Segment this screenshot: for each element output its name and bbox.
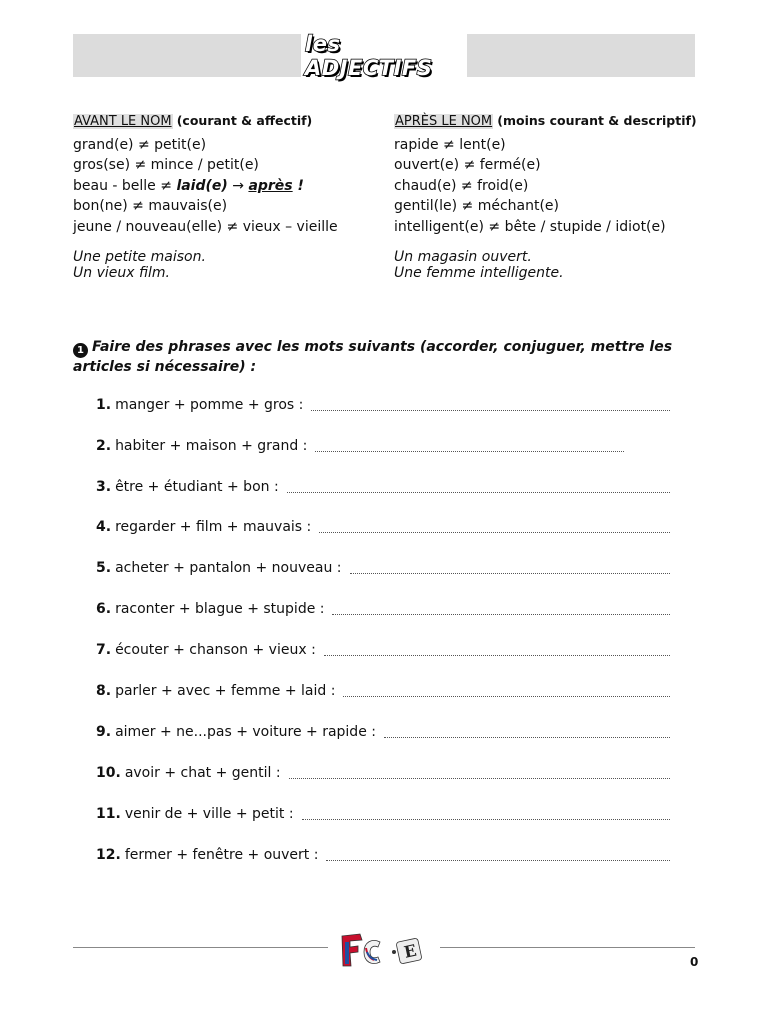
- example-line: Un magasin ouvert.: [394, 249, 532, 265]
- page-number: 0: [690, 955, 699, 969]
- right-column-heading: [394, 111, 704, 133]
- left-column-heading: [73, 111, 383, 133]
- right-heading-note: (moins courant & descriptif): [497, 113, 697, 128]
- arrow: →: [227, 177, 249, 194]
- footer-divider-right: [440, 947, 695, 948]
- exclamation: !: [292, 177, 304, 194]
- exercise-row: [96, 679, 670, 699]
- exercise-prompt: aimer + ne...pas + voiture + rapide :: [115, 724, 376, 740]
- number-bullet-icon: 1: [73, 343, 88, 358]
- exercise-prompt: regarder + film + mauvais :: [115, 519, 312, 535]
- exercise-row: [96, 802, 670, 822]
- exercise-prompt: manger + pomme + gros :: [115, 397, 304, 413]
- exercise-row: [96, 761, 670, 781]
- exercise-number: 4.: [96, 519, 112, 535]
- exercise-prompt: venir de + ville + petit :: [124, 806, 294, 822]
- exercise-number: 2.: [96, 438, 112, 454]
- right-line: gentil(le) ≠ méchant(e): [394, 198, 559, 214]
- svg-text:E: E: [402, 940, 419, 962]
- right-examples: [394, 249, 704, 281]
- apres-word: après: [248, 177, 293, 194]
- exercise-row: [96, 720, 670, 740]
- exercise-number: 12.: [96, 847, 121, 863]
- exercise-number: 3.: [96, 479, 112, 495]
- right-heading-title: APRÈS LE NOM: [395, 114, 493, 129]
- title-bar-right: [467, 34, 695, 77]
- page-title: les ADJECTIFS: [305, 32, 433, 80]
- left-line: grand(e) ≠ petit(e): [73, 136, 207, 153]
- exercise-instruction: [73, 338, 673, 376]
- exercise-row: [96, 434, 624, 454]
- exercise-prompt: parler + avec + femme + laid :: [115, 683, 336, 699]
- answer-line[interactable]: [332, 613, 670, 615]
- left-examples: [73, 249, 383, 281]
- exercise-row: [96, 393, 670, 413]
- answer-line[interactable]: [350, 572, 670, 574]
- answer-line[interactable]: [315, 450, 624, 452]
- left-heading-title: AVANT LE NOM: [74, 114, 172, 129]
- exercise-number: 11.: [96, 806, 121, 822]
- right-line: intelligent(e) ≠ bête / stupide / idiot(e): [394, 218, 666, 235]
- exercise-prompt: acheter + pantalon + nouveau :: [115, 560, 342, 576]
- exercise-prompt: être + étudiant + bon :: [115, 479, 279, 495]
- left-line-beau: [73, 176, 383, 197]
- example-line: Un vieux film.: [73, 265, 170, 281]
- left-heading-note: (courant & affectif): [176, 113, 313, 128]
- right-line: rapide ≠ lent(e): [394, 136, 506, 153]
- exercise-prompt: fermer + fenêtre + ouvert :: [124, 847, 319, 863]
- footer-divider-left: [73, 947, 328, 948]
- exercise-number: 9.: [96, 724, 112, 740]
- exercise-number: 7.: [96, 642, 112, 658]
- exercise-number: 1.: [96, 397, 112, 413]
- exercise-number: 5.: [96, 560, 112, 576]
- exercise-prompt: écouter + chanson + vieux :: [115, 642, 316, 658]
- right-column: [394, 111, 704, 281]
- example-line: Une petite maison.: [73, 249, 206, 265]
- exercise-prompt: avoir + chat + gentil :: [124, 765, 281, 781]
- exercise-number: 6.: [96, 601, 112, 617]
- title-box: [305, 32, 455, 80]
- instruction-text: Faire des phrases avec les mots suivants (accorder, conjuguer, mettre les articles si nécessaire) :: [73, 339, 673, 375]
- exercise-row: [96, 475, 670, 495]
- exercise-row: [96, 843, 670, 863]
- left-line: jeune / nouveau(elle) ≠ vieux – vieille: [73, 218, 338, 235]
- beau-prefix: beau - belle ≠: [73, 177, 177, 194]
- exercise-number: 10.: [96, 765, 121, 781]
- right-line: chaud(e) ≠ froid(e): [394, 177, 529, 194]
- answer-line[interactable]: [289, 777, 670, 779]
- right-line: ouvert(e) ≠ fermé(e): [394, 157, 541, 173]
- answer-line[interactable]: [302, 818, 670, 820]
- title-bar-left: [73, 34, 301, 77]
- exercise-prompt: habiter + maison + grand :: [115, 438, 308, 454]
- left-line: bon(ne) ≠ mauvais(e): [73, 198, 228, 214]
- answer-line[interactable]: [311, 409, 670, 411]
- answer-line[interactable]: [324, 654, 670, 656]
- answer-line[interactable]: [287, 491, 670, 493]
- exercise-row: [96, 597, 670, 617]
- answer-line[interactable]: [343, 695, 670, 697]
- exercise-row: [96, 556, 670, 576]
- left-line: gros(se) ≠ mince / petit(e): [73, 157, 259, 173]
- exercise-number: 8.: [96, 683, 112, 699]
- exercise-row: [96, 515, 670, 535]
- laid-word: laid(e): [176, 177, 228, 194]
- answer-line[interactable]: [326, 859, 670, 861]
- answer-line[interactable]: [384, 736, 670, 738]
- exercise-row: [96, 638, 670, 658]
- left-column: [73, 111, 383, 281]
- example-line: Une femme intelligente.: [394, 265, 564, 281]
- exercise-prompt: raconter + blague + stupide :: [115, 601, 325, 617]
- answer-line[interactable]: [319, 531, 670, 533]
- fle-logo-icon: [336, 928, 436, 972]
